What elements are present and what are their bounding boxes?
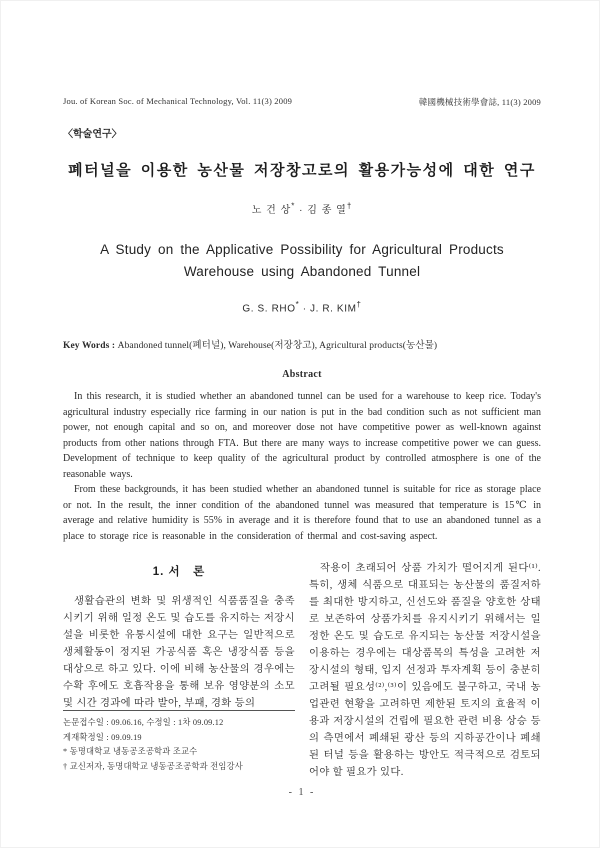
abstract-paragraph-1: In this research, it is studied whether an abandoned tunnel can be used for a warehouse to keep rice. Today's agricultural industry especially rice farming in our nation is put in the bad condition such as not sufficient man power, not enough capital and so on, and moreover dose not have competitive power as well-known against products from other nations through FTA. But there are many ways to increase competitive power we can guess. Development of technique to keep quality of the agricultural product by controlled atmosphere is one of the reasonable ways. xyxy=(63,391,541,480)
footnote-block xyxy=(63,710,295,774)
body-two-columns xyxy=(63,560,541,779)
author-mark-dagger: † xyxy=(346,201,353,211)
abstract-section xyxy=(63,389,541,544)
author-mark-dagger-en: † xyxy=(356,300,362,309)
paper-title-english: A Study on the Applicative Possibility for Agricultural Products Warehouse using Abandoned Tunnel xyxy=(100,242,504,279)
body-column-left xyxy=(63,560,295,774)
author-name-korean-2: 김 종 열 xyxy=(307,205,347,216)
page-number: - 1 - xyxy=(288,787,316,799)
category-label: 〈학술연구〉 xyxy=(63,129,122,140)
paper-title-korean: 폐터널을 이용한 농산물 저장창고로의 활용가능성에 대한 연구 xyxy=(68,162,536,179)
journal-title-english: Jou. of Korean Soc. of Mechanical Technology, Vol. 11(3) 2009 xyxy=(63,96,293,106)
author-name-korean-1: 노 건 상 xyxy=(251,205,292,216)
footnote-accepted-date: 게재확정일 : 09.09.19 xyxy=(63,732,142,742)
section-1-heading: 1. 서 론 xyxy=(152,566,206,579)
footnote-affiliation-1: * 동명대학교 냉동공조공학과 조교수 xyxy=(63,747,198,757)
footnote-received-date: 논문접수일 : 09.06.16, 수정일 : 1차 09.09.12 xyxy=(63,718,224,728)
keywords-label: Key Words : xyxy=(63,341,118,352)
journal-header xyxy=(63,96,541,108)
footnote-affiliation-2: † 교신저자, 동명대학교 냉동공조공학과 전임강사 xyxy=(63,761,244,771)
footnote-divider xyxy=(63,710,295,711)
author-name-english-2: J. R. KIM xyxy=(310,303,357,315)
keywords-text: Abandoned tunnel(폐터널), Warehouse(저장창고), Agricultural products(농산물) xyxy=(117,341,438,352)
author-separator: · xyxy=(295,205,308,216)
intro-left-paragraph: 생활습관의 변화 및 위생적인 식품품질을 충족시키기 위해 일정 온도 및 습도를 유지하는 저장시설을 비롯한 유통시설에 대한 요구는 일반적으로 생체활동이 정지된 가공식품 혹은 냉장식품 등을 대상으로 하고 있다. 이에 비해 농산물의 경우에는 수확 후에도 호흡작용을 통해 보유 영양분의 소모 및 시간 경과에 따라 발아, 부패, 경화 등의 xyxy=(63,596,295,710)
journal-title-korean: 韓國機械技術學會誌, 11(3) 2009 xyxy=(418,97,541,107)
author-name-english-1: G. S. RHO xyxy=(242,303,296,315)
author-mark-asterisk: * xyxy=(291,201,296,211)
authors-korean xyxy=(63,201,541,216)
author-mark-asterisk-en: * xyxy=(295,300,300,309)
abstract-paragraph-2: From these backgrounds, it has been studied whether an abandoned tunnel is suitable for rice as storage place or not. In the result, the inner condition of the abandoned tunnel was measured that temperature is 15℃ in average and relative humidity is 55% in average and it is therefore found that to use an abandoned tunnel as a place to storage rice is reasonable in the consideration of thermal and cost-saving aspect. xyxy=(63,484,541,542)
body-column-right xyxy=(309,560,541,779)
abstract-heading: Abstract xyxy=(282,369,322,381)
keywords-line xyxy=(63,337,541,351)
authors-english xyxy=(63,300,541,314)
intro-right-paragraph: 작용이 초래되어 상품 가치가 떨어지게 된다⁽¹⁾. 특히, 생체 식품으로 대표되는 농산물의 품질저하를 최대한 방지하고, 신선도와 품질을 양호한 상태로 보존하여 상품가치를 유지시키기 위해서는 일정한 온도 및 습도로 유지되는 농산물 저장시설을 이용하는 경우에는 대상품목의 특성을 고려한 저장시설의 형태, 입지 선정과 투자계획 등이 충분히 고려될 필요성⁽²⁾,⁽³⁾이 있음에도 불구하고, 국내 농업관련 현황을 고려하면 제한된 토지의 효율적 이용과 저장시설의 건립에 필요한 관련 비용 상승 등의 측면에서 폐쇄된 광산 등의 지하공간이나 폐쇄된 터널 등을 활용하는 방안도 적극적으로 검토되어야 할 필요가 있다. xyxy=(309,563,541,779)
author-separator-en: · xyxy=(299,303,310,315)
